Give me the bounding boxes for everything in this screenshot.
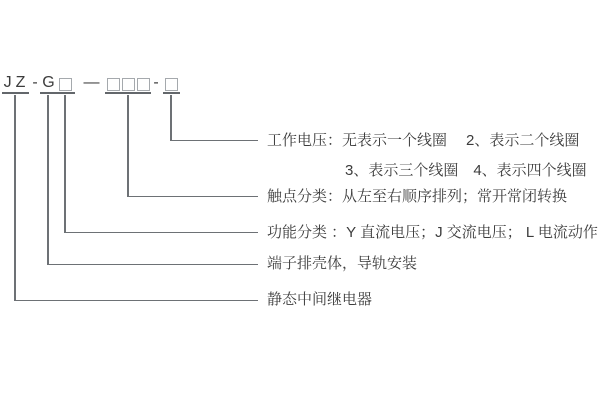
annotation-working-voltage-four-coils: 4、表示四个线圈 [473, 162, 587, 179]
callout-line-voltage-vertical [170, 95, 171, 140]
code-hyphen-2: - [153, 74, 159, 91]
callout-line-contact-vertical [127, 95, 128, 196]
code-placeholder-box-4 [137, 78, 150, 91]
annotation-working-voltage-one-coil: 工作电压：无表示一个线圈 [267, 132, 448, 149]
spacer [447, 132, 466, 149]
annotation-function-classification: 功能分类 ：Y 直流电压；J 交流电压； L 电流动作 [267, 224, 598, 241]
callout-line-relay-horizontal [14, 300, 258, 301]
underline-box-5 [163, 92, 180, 94]
annotation-working-voltage-three-coils: 3、表示三个线圈 [345, 162, 459, 179]
callout-line-voltage-horizontal [170, 140, 258, 141]
callout-line-relay-vertical [14, 95, 15, 300]
code-placeholder-box-2 [107, 78, 120, 91]
code-dash: — [83, 74, 100, 91]
callout-line-housing-horizontal [47, 264, 258, 265]
code-placeholder-box-3 [122, 78, 135, 91]
callout-line-function-vertical [64, 95, 65, 232]
callout-line-function-horizontal [64, 232, 258, 233]
annotation-static-relay: 静态中间继电器 [267, 291, 373, 308]
code-placeholder-box-1 [59, 78, 72, 91]
spacer [458, 162, 473, 179]
code-placeholder-box-5 [165, 78, 178, 91]
code-prefix: JZ [3, 74, 30, 91]
underline-box-1 [56, 92, 75, 94]
callout-line-housing-vertical [47, 95, 48, 264]
annotation-working-voltage-line2 [345, 162, 587, 179]
code-function-letter: G [42, 74, 55, 91]
annotation-working-voltage-line1 [267, 132, 579, 149]
code-hyphen-1: - [32, 74, 38, 91]
annotation-contact-classification: 触点分类：从左至右顺序排列；常开常闭转换 [267, 188, 568, 205]
underline-function [40, 92, 56, 94]
callout-line-contact-horizontal [127, 196, 258, 197]
annotation-terminal-housing: 端子排壳体，导轨安装 [267, 255, 418, 272]
underline-prefix [2, 92, 29, 94]
underline-box-group [105, 92, 151, 94]
annotation-working-voltage-two-coils: 2、表示二个线圈 [466, 132, 580, 149]
